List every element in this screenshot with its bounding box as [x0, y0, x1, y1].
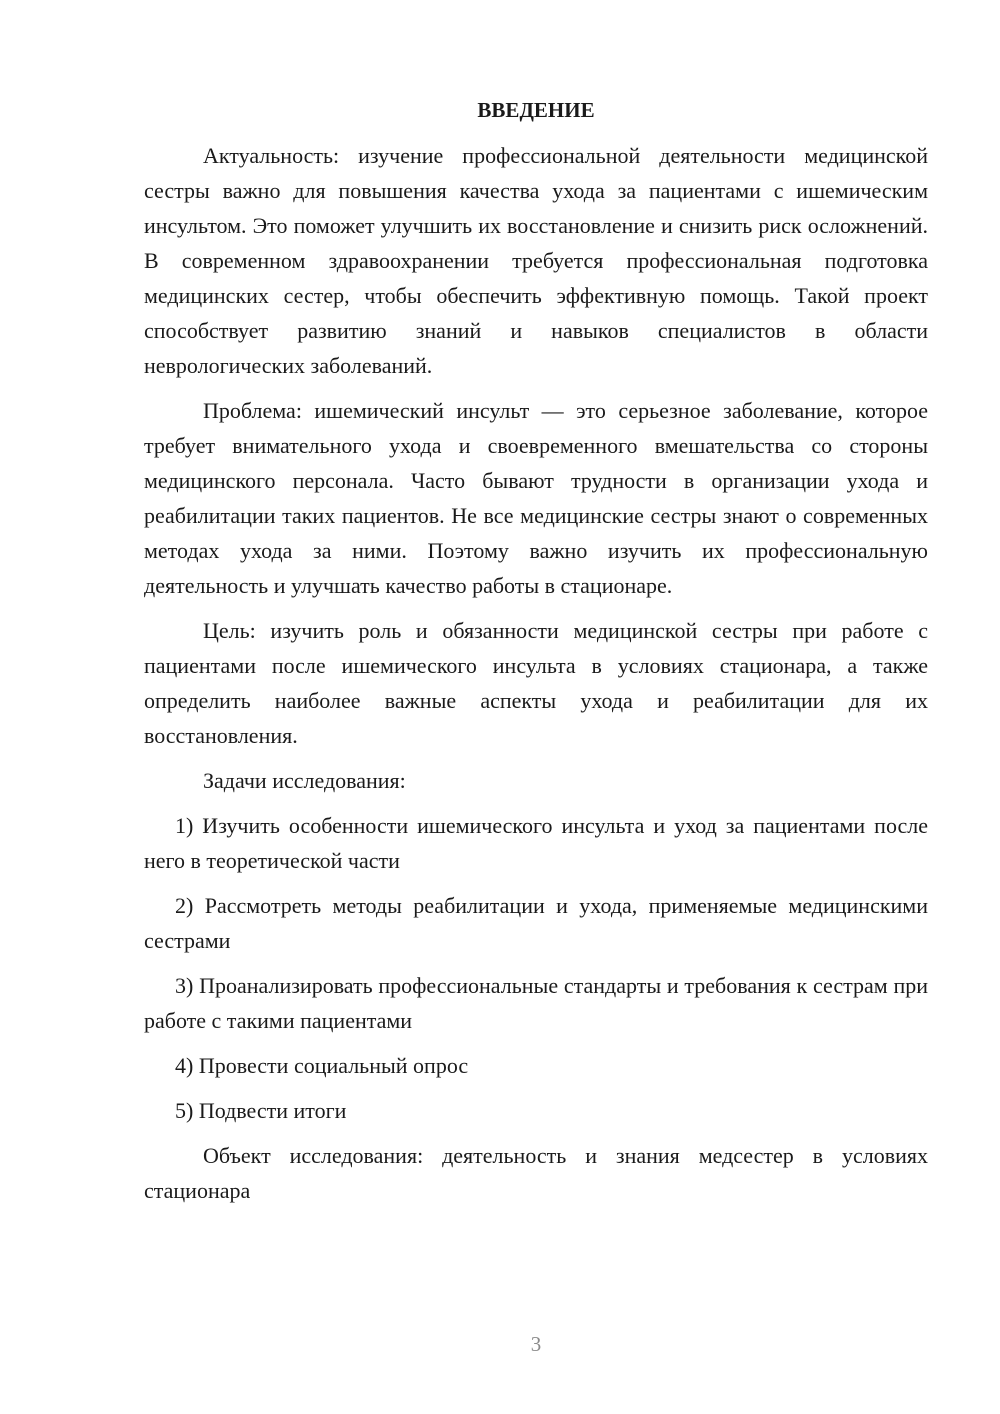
task-item-4: 4) Провести социальный опрос: [175, 1053, 469, 1078]
paragraph-goal: Цель: изучить роль и обязанности медицинской сестры при работе с пациентами после ишемического инсульта в условиях стационара, а также определить наиболее важные аспекты ухода и реабилитации для их восстановления.: [144, 618, 928, 748]
section-title: ВВЕДЕНИЕ: [477, 98, 595, 122]
paragraph-problem: Проблема: ишемический инсульт — это серьезное заболевание, которое требует внимательного ухода и своевременного вмешательства со стороны медицинского персонала. Часто бывают трудности в организации ухода и реабилитации таких пациентов. Не все медицинские сестры знают о современных методах ухода за ними. Поэтому важно изучить их профессиональную деятельность и улучшать качество работы в стационаре.: [144, 398, 928, 598]
page-footer: [0, 1332, 1000, 1357]
page-number: 3: [530, 1332, 542, 1356]
page-content: [144, 93, 928, 1218]
paragraph-tasks-heading: Задачи исследования:: [203, 768, 406, 793]
paragraph-object: Объект исследования: деятельность и знания медсестер в условиях стационара: [144, 1143, 928, 1203]
task-item-1: 1) Изучить особенности ишемического инсульта и уход за пациентами после него в теоретической части: [144, 813, 928, 873]
task-item-5: 5) Подвести итоги: [175, 1098, 347, 1123]
task-item-2: 2) Рассмотреть методы реабилитации и ухода, применяемые медицинскими сестрами: [144, 893, 928, 953]
task-item-3: 3) Проанализировать профессиональные стандарты и требования к сестрам при работе с такими пациентами: [144, 973, 928, 1033]
paragraph-relevance: Актуальность: изучение профессиональной деятельности медицинской сестры важно для повышения качества ухода за пациентами с ишемическим инсультом. Это поможет улучшить их восстановление и снизить риск осложнений. В современном здравоохранении требуется профессиональная подготовка медицинских сестер, чтобы обеспечить эффективную помощь. Такой проект способствует развитию знаний и навыков специалистов в области неврологических заболеваний.: [144, 143, 928, 378]
